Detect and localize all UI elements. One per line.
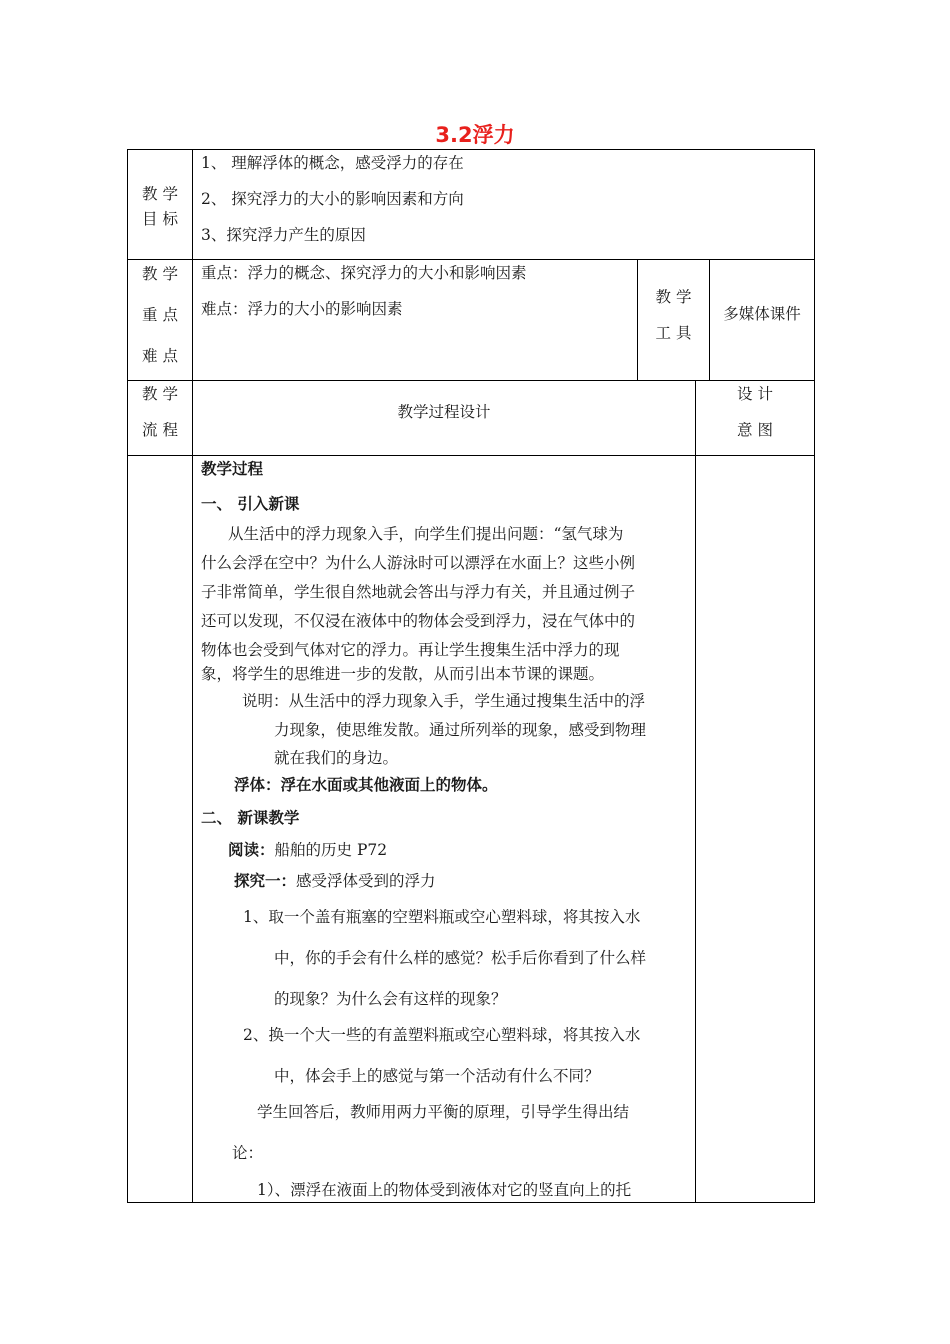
paragraph-line: 子非常简单，学生很自然地就会答出与浮力有关，并且通过例子 — [201, 583, 636, 601]
process-heading: 教学过程 — [201, 459, 264, 478]
explore-line — [234, 871, 436, 891]
page-title: 3.2浮力 — [435, 123, 515, 147]
objectives-label: 目 标 — [142, 210, 178, 228]
objective-item: 3、探究浮力产生的原因 — [201, 226, 366, 244]
objective-item: 1、 理解浮体的概念，感受浮力的存在 — [201, 154, 464, 172]
key-points-label: 难 点 — [142, 347, 178, 365]
table-border-bottom — [127, 1202, 815, 1203]
explore-text: 感受浮体受到的浮力 — [296, 872, 436, 890]
reading-text: 船舶的历史 P72 — [274, 841, 388, 859]
table-column-divider — [192, 149, 193, 1203]
definition-text: 浮体：浮在水面或其他液面上的物体。 — [234, 775, 498, 794]
process-design-header: 教学过程设计 — [397, 403, 491, 421]
reading-label: 阅读： — [228, 840, 275, 859]
paragraph-line: 象，将学生的思维进一步的发散，从而引出本节课的课题。 — [201, 665, 605, 683]
activity-line: 2、换一个大一些的有盖塑料瓶或空心塑料球，将其按入水 — [243, 1026, 641, 1044]
note-line: 说明：从生活中的浮力现象入手，学生通过搜集生活中的浮 — [242, 692, 646, 710]
tools-value: 多媒体课件 — [723, 305, 801, 323]
objective-item: 2、 探究浮力的大小的影响因素和方向 — [201, 190, 464, 208]
note-line: 就在我们的身边。 — [274, 749, 399, 767]
tools-label: 教 学 — [655, 288, 692, 306]
key-points-label: 重 点 — [142, 306, 178, 324]
activity-line: 1、取一个盖有瓶塞的空塑料瓶或空心塑料球，将其按入水 — [243, 908, 641, 926]
reading-line — [228, 840, 387, 860]
paragraph-line: 物体也会受到气体对它的浮力。再让学生搜集生活中浮力的现 — [201, 641, 620, 659]
answer-line: 论： — [232, 1144, 264, 1162]
note-line: 力现象，使思维发散。通过所列举的现象，感受到物理 — [274, 721, 647, 739]
difficulty-text: 难点：浮力的大小的影响因素 — [201, 300, 403, 318]
table-column-divider — [695, 380, 696, 1203]
key-points-label: 教 学 — [142, 265, 178, 283]
activity-line: 中，体会手上的感觉与第一个活动有什么不同？ — [274, 1067, 600, 1085]
table-column-divider — [637, 259, 638, 381]
conclusion-line: 1）、漂浮在液面上的物体受到液体对它的竖直向上的托 — [257, 1181, 632, 1199]
flow-label: 教 学 — [142, 385, 178, 403]
design-intent-header: 意 图 — [737, 421, 773, 439]
paragraph-line: 什么会浮在空中？为什么人游泳时可以漂浮在水面上？这些小例 — [201, 554, 636, 572]
objectives-label: 教 学 — [142, 185, 178, 203]
flow-label: 流 程 — [142, 421, 178, 439]
table-row-divider — [127, 455, 815, 456]
table-border-right — [814, 149, 815, 1203]
explore-label: 探究一： — [234, 871, 297, 890]
tools-label: 工 具 — [655, 324, 692, 342]
design-intent-header: 设 计 — [737, 385, 773, 403]
activity-line: 的现象？为什么会有这样的现象？ — [274, 990, 507, 1008]
section-heading: 一、 引入新课 — [201, 494, 300, 513]
section-heading: 二、 新课教学 — [201, 808, 300, 827]
paragraph-line: 还可以发现，不仅浸在液体中的物体会受到浮力，浸在气体中的 — [201, 612, 636, 630]
table-row-divider — [127, 380, 815, 381]
paragraph-line: 从生活中的浮力现象入手，向学生们提出问题：“氢气球为 — [228, 525, 624, 543]
activity-line: 中，你的手会有什么样的感觉？松手后你看到了什么样 — [274, 949, 647, 967]
table-row-divider — [127, 259, 815, 260]
answer-line: 学生回答后，教师用两力平衡的原理，引导学生得出结 — [257, 1103, 630, 1121]
key-point-text: 重点：浮力的概念、探究浮力的大小和影响因素 — [201, 264, 527, 282]
table-border-top — [127, 149, 815, 150]
